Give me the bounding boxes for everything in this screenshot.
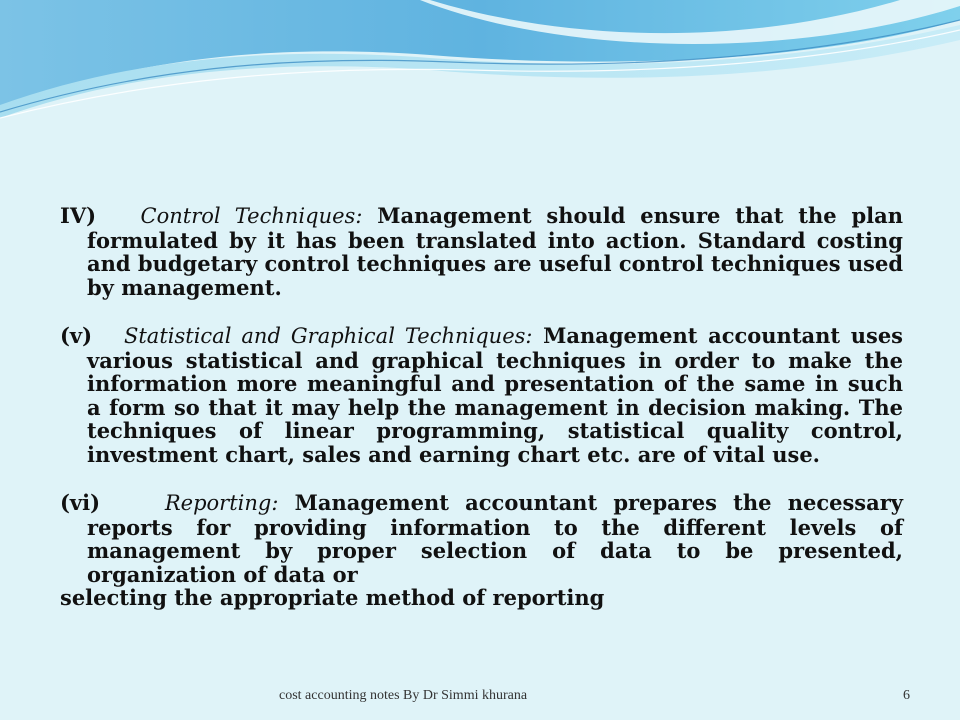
paragraph-statistical-techniques bbox=[60, 324, 903, 466]
wave-header-decoration bbox=[0, 0, 960, 130]
footer-note: cost accounting notes By Dr Simmi khurana bbox=[279, 688, 528, 703]
paragraph-title: Statistical and Graphical Techniques: bbox=[123, 324, 533, 348]
reporting-tail-line: selecting the appropriate method of reporting bbox=[60, 585, 605, 610]
paragraph-title: Reporting: bbox=[164, 491, 279, 515]
paragraph-control-techniques bbox=[60, 204, 903, 299]
page-number: 6 bbox=[903, 688, 910, 703]
paragraph-lead: (v) bbox=[60, 323, 93, 348]
paragraph-lead: (vi) bbox=[60, 490, 101, 515]
paragraph-lead: IV) bbox=[60, 203, 97, 228]
paragraph-body: Management should ensure that the plan formulated by it has been translated into action. Standard costing and budgetary control techniques are useful control techniques used by management. bbox=[87, 203, 903, 300]
paragraph-reporting bbox=[60, 491, 903, 586]
paragraph-body: Management accountant prepares the necessary reports for providing information to the different levels of management by proper selection of data to be presented, organization of data or bbox=[87, 490, 904, 587]
paragraph-body: Management accountant uses various statistical and graphical techniques in order to make the information more meaningful and presentation of the same in such a form so that it may help the management in decision making. The techniques of linear programming, statistical quality control, investment chart, sales and earning chart etc. are of vital use. bbox=[87, 323, 904, 467]
paragraph-title: Control Techniques: bbox=[140, 204, 363, 228]
slide-footer bbox=[0, 688, 960, 708]
slide-content bbox=[60, 204, 903, 610]
